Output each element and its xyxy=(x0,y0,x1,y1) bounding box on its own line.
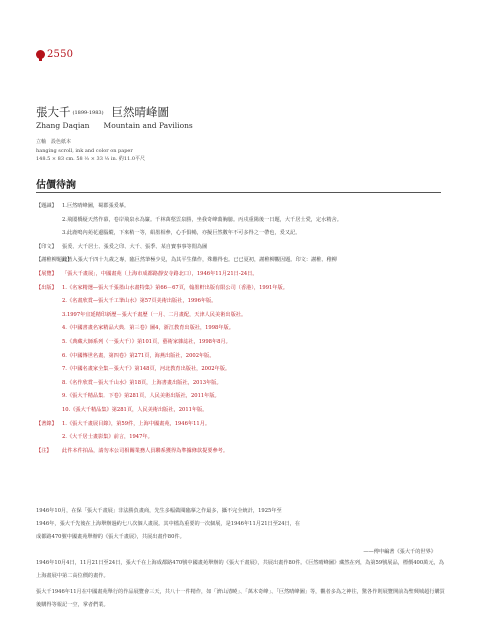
artwork-title-en xyxy=(36,121,193,130)
estimate-heading: 估價待詢 xyxy=(36,180,76,191)
note-text: 2.《大千居士畫影集》前言，1947年。 xyxy=(62,434,153,441)
quote-source: ——傅申編著《張大千的世界》 xyxy=(363,549,436,555)
note-row xyxy=(36,445,446,459)
note-row xyxy=(36,268,446,282)
note-text: 此件本件拍品，請勿本公司相關業務人員聯系獲得為準據條款提要參考。 xyxy=(62,447,229,454)
medium-cn: 立軸 設色紙本 xyxy=(36,139,72,145)
quote-line: 成都路470號中國畫苑舉辦的《張大千畫展》，共展出畫作80件。 xyxy=(36,534,185,540)
work-title-cn: 巨然晴峰圖 xyxy=(111,105,170,119)
dimensions: 148.5 × 83 cm. 58 ¹⁄₂ × 33 ¹⁄₂ in. 約11.0平尺 xyxy=(36,156,146,162)
note-row xyxy=(36,214,446,228)
description-paragraph: 張大千1946年11月在中國畫苑舉行的作品展覽會三天，共八十一件精作，如「濟山清曉」、「萬木奇峰」、「巨然晴峰圖」等，觀者多為之神往，驚各作則展覽開前為聖興城超行購買後購得等報記一空，掌者們業。 xyxy=(36,589,445,608)
note-row xyxy=(36,227,446,241)
note-row xyxy=(36,418,446,432)
note-row xyxy=(36,363,446,377)
note-text: 1.巨然晴峰圖，蜀郡張爰摹。 xyxy=(62,203,130,209)
note-row xyxy=(36,282,446,296)
note-text: 9.《張大千精品集．下卷》第281頁，人民美術出版社，2011年版。 xyxy=(62,393,220,400)
note-text: 1.《名家精選—張大千張墨山水畫特集》第66－67頁，翰墨軒出版有限公司（香港），1991年版。 xyxy=(62,284,288,291)
quote-line: 1946年，張大千先後在上海舉辦過約七八次個人畫展。其中檔為重要的一次個展，是1946年11月21日至24日，在 xyxy=(36,521,301,527)
note-row xyxy=(36,350,446,364)
artist-name-cn: 張大千 xyxy=(36,105,71,119)
medium-en: hanging scroll, ink and color on paper xyxy=(36,147,133,154)
note-tag: 【出版】 xyxy=(36,284,57,291)
divider xyxy=(36,192,441,193)
note-text: 4.《中國書畫名家精品大典．第三卷》圖4，浙江教育出版社，1998年版。 xyxy=(62,325,234,332)
note-row xyxy=(36,404,446,418)
red-drop-icon xyxy=(36,50,45,59)
note-row xyxy=(36,254,446,268)
note-text: 張爰、大千居士、張爰之印、大千、張季、某自寶事事等閒為圖 xyxy=(62,243,208,250)
lot-number: 2550 xyxy=(47,49,74,60)
notes-list xyxy=(36,200,446,458)
note-text: 1.《張大千畫展目錄》，第59件，上海中國畫苑，1946年11月。 xyxy=(62,420,211,427)
note-row xyxy=(36,309,446,323)
note-row xyxy=(36,200,446,214)
note-text: 3.1997年宜延精印新歷－張大千畫歷（一月、二月畫配，天津人民美術出版社。 xyxy=(62,311,247,318)
description-block xyxy=(36,557,446,612)
quote-line: 1946年10月，在保「張大千畫展」非法勝負畫商，先生多幅做閱臨摹之作最多，攝不完全統計，1925年至 xyxy=(36,508,282,514)
note-tag: 【展覽】 xyxy=(36,270,57,277)
description-paragraph: 1946年10月4日，11月21日至24日，張大千在上海成都路470號中國畫苑舉辦的《張大千畫展》，共展出畫作80件。《巨然晴峰圖》藏然在列，為第59號展品，標價400萬元，為上海畫展中第二高位價的畫作。 xyxy=(36,560,444,579)
artist-dates: (1899-1983) xyxy=(72,110,104,116)
note-text: 10.《張大千精品集》第281頁，人民美術出版社，2011年版。 xyxy=(62,406,208,413)
note-row xyxy=(36,241,446,255)
note-tag: 【題識】 xyxy=(36,203,57,209)
note-text: 此皆入張大千四十九歲之專，臨巨然筆極少見，為其平生傑作，殊難得也。已已夏初，謝稚柳觀因題。印文：謝稚、稚柳 xyxy=(62,257,337,264)
note-row xyxy=(36,336,446,350)
artwork-title xyxy=(36,104,169,120)
note-tag: 【謝稚柳題跋】 xyxy=(36,257,73,264)
lot-number-block xyxy=(36,49,73,60)
note-text: 2.飛閣橋疑天然作幕，卷岸飛泉水為簾。千林萬壑雲泉勝，坐我奇峰蕩胸臆。丙戌重陽後一日題，大千居士愛，定水精舍。 xyxy=(62,216,342,223)
note-text: 5.《典藏大師系列（一張大千）》第101頁，藝術家雜誌社，1998年8月。 xyxy=(62,338,231,345)
quote-block xyxy=(36,505,446,559)
artist-name-en: Zhang Daqian xyxy=(36,121,90,130)
note-text: 「張大千畫展」，中國畫苑（上海市成都路靜安寺路北口），1946年11月21日-24日。 xyxy=(62,270,258,277)
note-row xyxy=(36,431,446,445)
note-tag: 【注】 xyxy=(36,447,52,454)
work-title-en: Mountain and Pavilions xyxy=(103,121,193,130)
note-text: 6.《中國傳世名畫，第四卷》第271頁，海燕出版社，2002年版。 xyxy=(62,352,215,359)
medium-block xyxy=(36,138,145,164)
note-row xyxy=(36,390,446,404)
note-row xyxy=(36,322,446,336)
note-tag: 【印文】 xyxy=(36,243,57,250)
note-text: 3.此鹿鳴內苑花邊腦縱，下來稍一等，絹墨相參，心手俱暢，亦擬巨然數年不可多得之一帶也，爰又記。 xyxy=(62,230,301,237)
note-text: 7.《中國名畫家全集－張大千》第148頁，河北教育出版社，2002年版。 xyxy=(62,366,231,373)
note-text: 8.《名作欣賞－張大千山水》第18頁，上海書畫出版社，2013年版。 xyxy=(62,379,222,386)
note-tag: 【著錄】 xyxy=(36,420,57,427)
note-row xyxy=(36,377,446,391)
note-text: 2.《名畫欣賞—張大千工筆山水》第57頁美術出版社，1996年版。 xyxy=(62,298,217,305)
note-row xyxy=(36,295,446,309)
